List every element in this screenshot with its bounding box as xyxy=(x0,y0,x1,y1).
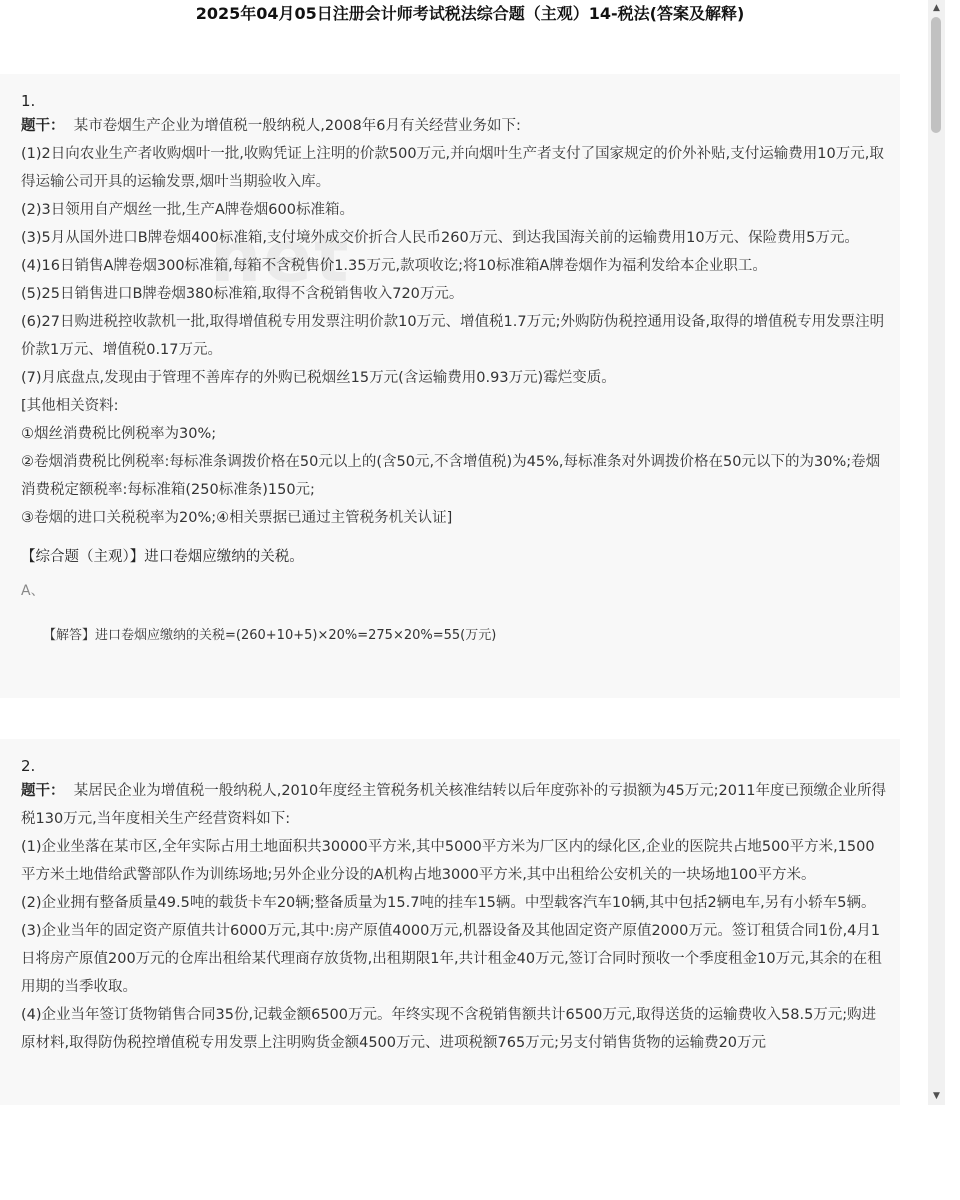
vertical-scrollbar[interactable] xyxy=(928,0,945,1105)
question-card-2 xyxy=(0,739,900,1105)
stem-paragraph: ①烟丝消费税比例税率为30%; xyxy=(21,426,217,442)
stem-paragraph: (2)企业拥有整备质量49.5吨的载货卡车20辆;整备质量为15.7吨的挂车15辆。中型载客汽车10辆,其中包括2辆电车,另有小轿车5辆。 xyxy=(21,895,876,911)
question-card-1 xyxy=(0,74,900,698)
stem-paragraph: (7)月底盘点,发现由于管理不善库存的外购已税烟丝15万元(含运输费用0.93万元)霉烂变质。 xyxy=(21,370,616,386)
scrollbar-thumb[interactable] xyxy=(931,17,941,133)
watermark: net xyxy=(210,214,351,298)
stem-paragraph: (1)企业坐落在某市区,全年实际占用土地面积共30000平方米,其中5000平方米为厂区内的绿化区,企业的医院共占地500平方米,1500平方米土地借给武警部队作为训练场地;另外企业分设的A机构占地3000平方米,其中出租给公安机关的一块场地100平方米。 xyxy=(21,839,875,883)
question-number: 2. xyxy=(21,757,36,775)
stem-paragraph: (4)企业当年签订货物销售合同35份,记载金额6500万元。年终实现不含税销售额共计6500万元,取得送货的运输费收入58.5万元;购进原材料,取得防伪税控增值税专用发票上注明购货金额4500万元、进项税额765万元;另支付销售货物的运输费20万元 xyxy=(21,1007,877,1051)
stem-paragraph xyxy=(21,777,888,833)
stem-paragraph: (2)3日领用自产烟丝一批,生产A牌卷烟600标准箱。 xyxy=(21,202,354,218)
stem-paragraph: ③卷烟的进口关税税率为20%;④相关票据已通过主管税务机关认证] xyxy=(21,510,453,526)
stem-paragraph: (6)27日购进税控收款机一批,取得增值税专用发票注明价款10万元、增值税1.7万元;外购防伪税控通用设备,取得的增值税专用发票注明价款1万元、增值税0.17万元。 xyxy=(21,314,885,358)
question-number: 1. xyxy=(21,92,36,110)
scroll-down-arrow-icon[interactable]: ▼ xyxy=(933,1091,940,1101)
stem-paragraph xyxy=(21,112,888,140)
page-title: 2025年04月05日注册会计师考试税法综合题（主观）14-税法(答案及解释) xyxy=(195,4,745,23)
stem-paragraph: (5)25日销售进口B牌卷烟380标准箱,取得不含税销售收入720万元。 xyxy=(21,286,464,302)
stem-text: 某市卷烟生产企业为增值税一般纳税人,2008年6月有关经营业务如下: xyxy=(73,118,521,134)
answer-option-a[interactable]: A、 xyxy=(21,583,45,599)
scroll-up-arrow-icon[interactable]: ▲ xyxy=(933,3,940,13)
stem-text: 某居民企业为增值税一般纳税人,2010年度经主管税务机关核准结转以后年度弥补的亏损额为45万元;2011年度已预缴企业所得税130万元,当年度相关生产经营资料如下: xyxy=(21,783,886,827)
stem-paragraph: (4)16日销售A牌卷烟300标准箱,每箱不含税售价1.35万元,款项收讫;将10标准箱A牌卷烟作为福利发给本企业职工。 xyxy=(21,258,767,274)
stem-paragraph: [其他相关资料: xyxy=(21,398,119,414)
stem-label: 题干： xyxy=(21,783,65,799)
stem-paragraph: ②卷烟消费税比例税率:每标准条调拨价格在50元以上的(含50元,不含增值税)为45%,每标准条对外调拨价格在50元以下的为30%;卷烟消费税定额税率:每标准箱(250标准条)150元; xyxy=(21,454,881,498)
question-prompt: 【综合题（主观）】进口卷烟应缴纳的关税。 xyxy=(21,549,304,565)
stem-paragraph: (3)企业当年的固定资产原值共计6000万元,其中:房产原值4000万元,机器设备及其他固定资产原值2000万元。签订租赁合同1份,4月1日将房产原值200万元的仓库出租给某代理商存放货物,出租期限1年,共计租金40万元,签订合同时预收一个季度租金10万元,其余的在租用期的当季收取。 xyxy=(21,923,882,995)
stem-label: 题干： xyxy=(21,118,65,134)
answer-explanation: 【解答】进口卷烟应缴纳的关税=(260+10+5)×20%=275×20%=55(万元) xyxy=(43,628,497,643)
stem-paragraph: (1)2日向农业生产者收购烟叶一批,收购凭证上注明的价款500万元,并向烟叶生产者支付了国家规定的价外补贴,支付运输费用10万元,取得运输公司开具的运输发票,烟叶当期验收入库。 xyxy=(21,146,884,190)
stem-paragraph: (3)5月从国外进口B牌卷烟400标准箱,支付境外成交价折合人民币260万元、到达我国海关前的运输费用10万元、保险费用5万元。 xyxy=(21,230,859,246)
